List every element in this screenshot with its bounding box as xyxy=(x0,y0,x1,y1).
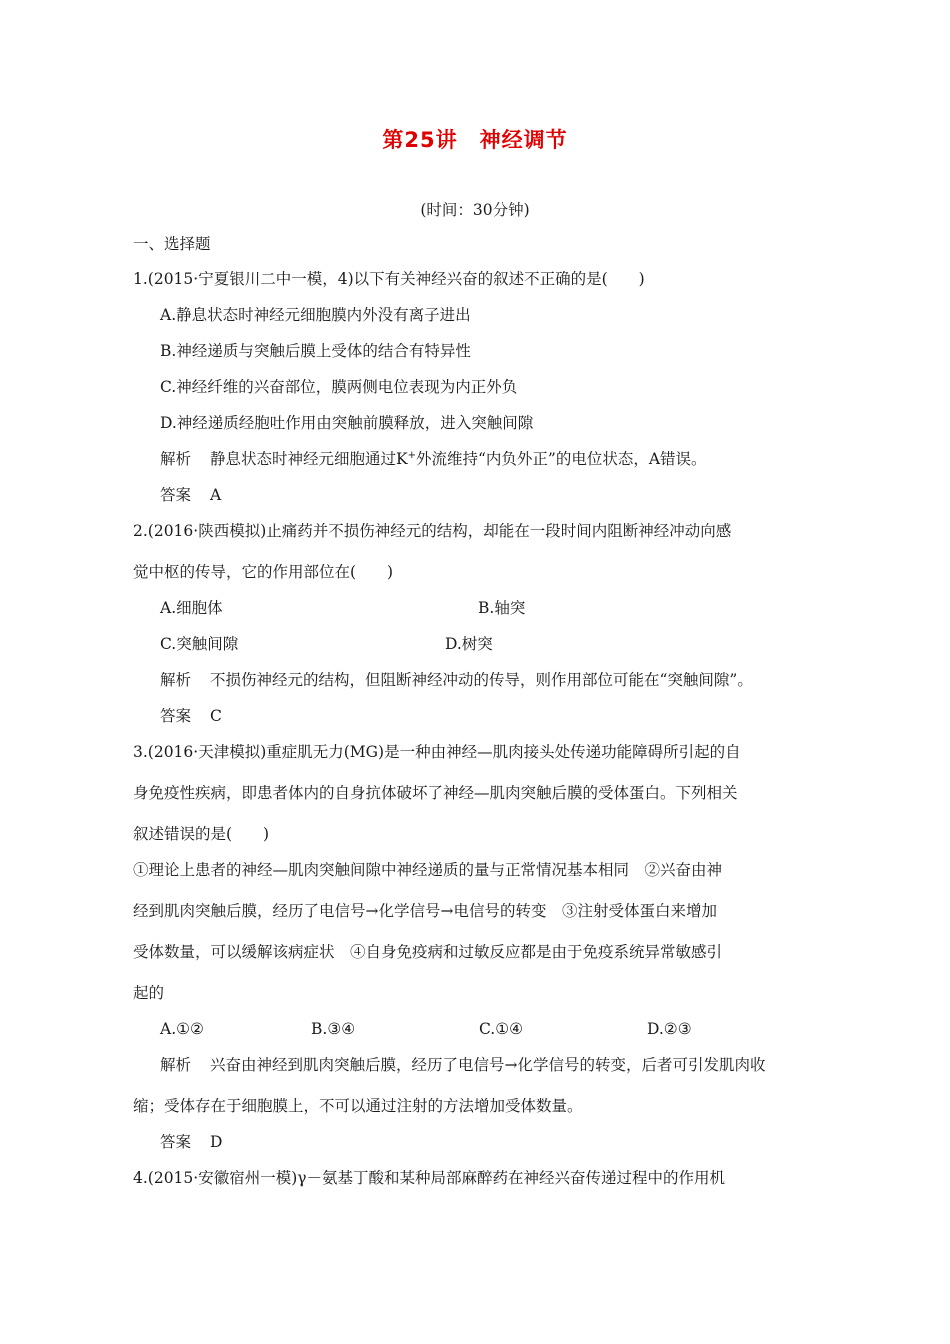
statement-list-cont: 起的 xyxy=(133,984,165,1002)
question-stem-cont: 身免疫性疾病，即患者体内的自身抗体破坏了神经—肌肉突触后膜的受体蛋白。下列相关 xyxy=(133,784,738,802)
statement-list-cont: 受体数量，可以缓解该病症状 ④自身免疫病和过敏反应都是由于免疫系统异常敏感引 xyxy=(133,943,723,961)
answer xyxy=(160,1132,222,1152)
question-stem-cont: 觉中枢的传导，它的作用部位在( ) xyxy=(133,563,394,581)
option-d: D.②③ xyxy=(647,1020,692,1038)
question-stem: 1.(2015·宁夏银川二中一模，4)以下有关神经兴奋的叙述不正确的是( ) xyxy=(133,270,645,288)
analysis-label: 解析 xyxy=(160,450,192,468)
statement-list-cont: 经到肌肉突触后膜，经历了电信号→化学信号→电信号的转变 ③注射受体蛋白来增加 xyxy=(133,902,717,920)
question-stem-cont: 叙述错误的是( ) xyxy=(133,825,270,843)
option-c: C.①④ xyxy=(479,1020,524,1038)
answer-value: A xyxy=(210,486,222,504)
option-a: A.静息状态时神经元细胞膜内外没有离子进出 xyxy=(160,306,471,324)
answer-label: 答案 xyxy=(160,1133,192,1151)
option-b: B.神经递质与突触后膜上受体的结合有特异性 xyxy=(160,342,471,360)
answer xyxy=(160,485,221,505)
analysis-cont: 缩；受体存在于细胞膜上，不可以通过注射的方法增加受体数量。 xyxy=(133,1097,583,1115)
answer-value: D xyxy=(210,1133,223,1151)
analysis: 解析 兴奋由神经到肌肉突触后膜，经历了电信号→化学信号的转变，后者可引发肌肉收 xyxy=(160,1056,766,1074)
section-heading: 一、选择题 xyxy=(133,235,211,253)
option-b: B.轴突 xyxy=(478,599,526,617)
answer-label: 答案 xyxy=(160,707,192,725)
option-a: A.细胞体 xyxy=(160,599,223,617)
option-c: C.突触间隙 xyxy=(160,635,239,653)
page-title: 第25讲 神经调节 xyxy=(382,128,568,152)
question-stem: 2.(2016·陕西模拟)止痛药并不损伤神经元的结构，却能在一段时间内阻断神经冲动向感 xyxy=(133,522,732,540)
option-d: D.树突 xyxy=(445,635,493,653)
question-stem: 4.(2015·安徽宿州一模)γ－氨基丁酸和某种局部麻醉药在神经兴奋传递过程中的作用机 xyxy=(133,1169,726,1187)
option-c: C.神经纤维的兴奋部位，膜两侧电位表现为内正外负 xyxy=(160,378,518,396)
question-stem: 3.(2016·天津模拟)重症肌无力(MG)是一种由神经—肌肉接头处传递功能障碍所引起的自 xyxy=(133,743,741,761)
analysis-label: 解析 xyxy=(160,671,192,689)
option-d: D.神经递质经胞吐作用由突触前膜释放，进入突触间隙 xyxy=(160,414,534,432)
option-a: A.①② xyxy=(160,1020,204,1038)
answer-label: 答案 xyxy=(160,486,192,504)
analysis: 解析 不损伤神经元的结构，但阻断神经冲动的传导，则作用部位可能在“突触间隙”。 xyxy=(160,671,753,689)
answer xyxy=(160,706,222,726)
option-b: B.③④ xyxy=(311,1020,356,1038)
analysis-label: 解析 xyxy=(160,1056,192,1074)
answer-value: C xyxy=(210,707,222,725)
time-limit: (时间：30分钟) xyxy=(420,201,530,219)
analysis: 解析 静息状态时神经元细胞通过K+外流维持“内负外正”的电位状态，A错误。 xyxy=(160,449,707,468)
statement-list: ①理论上患者的神经—肌肉突触间隙中神经递质的量与正常情况基本相同 ②兴奋由神 xyxy=(133,861,723,879)
